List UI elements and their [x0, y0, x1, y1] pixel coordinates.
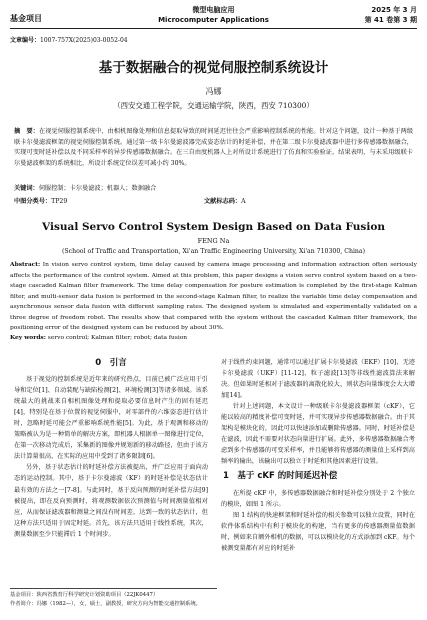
doc-code	[204, 196, 246, 205]
keywords-en-text: servo control; Kalman filter; robot; data fusion	[45, 335, 188, 341]
title-chinese: 基于数据融合的视觉伺服控制系统设计	[98, 60, 329, 76]
article-number-value: 1007-757X(2025)03-0052-04	[40, 37, 128, 44]
journal-name-cn: 微型电脑应用	[192, 6, 235, 14]
doc-code-value: A	[241, 198, 246, 205]
abstract-english	[10, 260, 417, 334]
header-journal	[10, 5, 417, 25]
header-column-label: 基金项目	[10, 14, 42, 23]
doc-code-label: 文献标志码：	[204, 198, 242, 205]
keywords-cn-text: 伺服控制；卡尔曼滤波；机器人；数据融合	[38, 185, 157, 192]
author-english: FENG Na	[197, 237, 230, 245]
body-paragraph: 针对上述问题，本文设计一种级联卡尔曼滤波器框架（cKF），它能以较高的精度补偿可变时延，并可实现异步传感器数据融合。由于其架构是模块化的，因此可以快速添加或删除传感器。同时，时延补偿是在滤波，因此不需要对状态向量进行扩展。此外，多传感器数据融合考虑到多个传感器的可变采样率，并且能够将传感器的测量值上采样到高频率的输出，该输出可以独立于时延和其他因素进行设置。	[221, 403, 415, 466]
clc-value: TP29	[51, 198, 68, 205]
abstract-chinese	[14, 127, 413, 169]
body-paragraph: 图 1 结构的快速框架和时延补偿的相关参数可以独立设置，同时在软件体系结构中有利于模块化的构建，当有更多的传感器测量值数据时，例如来自额外相机的数据，可以以模块化的方式添加到 cKF。每个被测变量都有对应的时延补	[221, 511, 415, 552]
affiliation-chinese: （西安交通工程学院，交通运输学院，陕西，西安 710300）	[113, 101, 314, 110]
keywords-en-label: Key words:	[10, 334, 46, 341]
keywords-cn-label: 关键词：	[14, 185, 39, 192]
abstract-cn-text: 在视觉伺服控制系统中，由相机图像处理和信息提取导致的时间延迟往往会严重影响控制系统的性能。针对这个问题，设计一种基于两级联卡尔曼滤波框架的视觉伺服控制系统。通过第一级卡尔曼滤波器完成姿态估计的时延补偿，并在第二级卡尔曼滤波器中进行多传感器数据融合，实现可变时延补偿以及不同采样率的异步传感器数据融合。在三自由度机器人上对所设计系统进行了仿真和实验验证，结果表明，与未采用级联卡尔曼滤波框架的系统相比，所设计系统定位误差可减小约 30%。	[14, 128, 414, 167]
footnote-funding: 基金项目：陕西省教育厅科学研究计划资助项目（22JK0447）	[10, 592, 159, 598]
article-number	[10, 35, 128, 44]
affiliation-english: (School of Traffic and Transportation, Xi'an Traffic Engineering University, Xi'an 710300, China)	[61, 248, 366, 255]
running-header	[10, 4, 417, 29]
body-paragraph: 在所提 cKF 中，多传感器数据融合和时延补偿分别处于 2 个独立的模块，如图 1 所示。	[221, 489, 415, 508]
section-heading-intro: 0 引言	[95, 358, 127, 368]
section-heading-1: 1 基于 cKF 的时间延迟补偿	[223, 471, 338, 482]
abstract-en-label: Abstract:	[10, 261, 41, 268]
header-issue	[365, 5, 417, 25]
keywords-chinese	[14, 183, 413, 192]
body-paragraph: 另外，基于状态估计的时延补偿方法被提出，并广泛应用于面向动态的运动控制。其中，基于卡尔曼滤波（KF）的时延补偿是状态估计最有效的方法之一[7-8]。与此同时，基于反向预测的时延补偿方法[9]被提出，即在反向预测时，将观测数据依次预测值与时间测量值相对应，从而保证滤波器和测量之间没有时间差，达到一致的状态估计，但这种方法只适用于固定时延。首先，该方法只适用于线性系统，其次，测量数据至少只能滞后 1 个时间步。	[14, 464, 208, 538]
issue-date: 2025 年 3 月	[371, 6, 417, 14]
abstract-en-text: In vision servo control system, time delay caused by camera image processing and information extraction often seriously affects the performance of the control system. Aimed at this problem, this paper designs a vision servo control system based on a two-stage cascaded Kalman filter framework. The time delay compensation for posture estimation is completed by the first-stage Kalman filter, and multi-sensor data fusion is performed in the second-stage Kalman filter, to realize the variable time delay compensation and asynchronous sensor data fusion with different sampling rates. The designed system is simulated and experimentally validated on a three degree of freedom robot. The results show that compared with the system without the cascaded Kalman filter framework, the positioning error of the designed system can be reduced by about 30%.	[10, 262, 417, 331]
clc-label: 中图分类号：	[14, 198, 52, 205]
footnote-author: 作者简介：冯娜（1982—），女，硕士，副教授，研究方向为智能交通控制系统。	[10, 601, 201, 607]
issue-volume: 第 41 卷第 3 期	[364, 16, 417, 24]
body-left-column	[14, 352, 208, 540]
author-chinese: 冯娜	[205, 87, 222, 96]
footnotes	[10, 588, 217, 609]
body-paragraph: 对于线性约束问题，通常可以通过扩展卡尔曼滤波（EKF）[10]、无迹卡尔曼滤波（UKF）[11-12]、粒子滤波[13]等非线性滤波算法来解决。但如果时延相对于滤波器的离散化较大，则状态向量维度会大大增加[14]。	[221, 359, 415, 400]
journal-name-en: Microcomputer Applications	[158, 16, 269, 24]
classification-line	[14, 196, 413, 205]
article-number-label: 文章编号：	[10, 37, 41, 44]
keywords-english	[10, 334, 417, 341]
body-paragraph: 基于视觉的控制系统是近年来的研究热点，目前已被广泛应用于引导和定位[1]、自动装配与缺陷检测[2]、环境检测[3]等诸多领域。该系统最大的挑战来自相机图像处理和提取必要信息时产生的固有延迟[4]，特别是在基于位置的视觉伺服中，对零部件的六维姿态进行估计时，忽略时延可能会严重影响系统性能[5]。为此，基于观测和移动的策略被认为是一种简单的解决方案，即机器人根据单一图像进行定位，在第一次移动完成后，采集新的图像并规划新的移动路径，但由于该方法计算量很高，在实际的应用中受到了诸多限制[6]。	[14, 376, 208, 461]
abstract-cn-label: 摘 要：	[14, 128, 39, 135]
body-right-column	[221, 357, 415, 554]
title-english: Visual Servo Control System Design Based on Data Fusion	[42, 221, 385, 233]
